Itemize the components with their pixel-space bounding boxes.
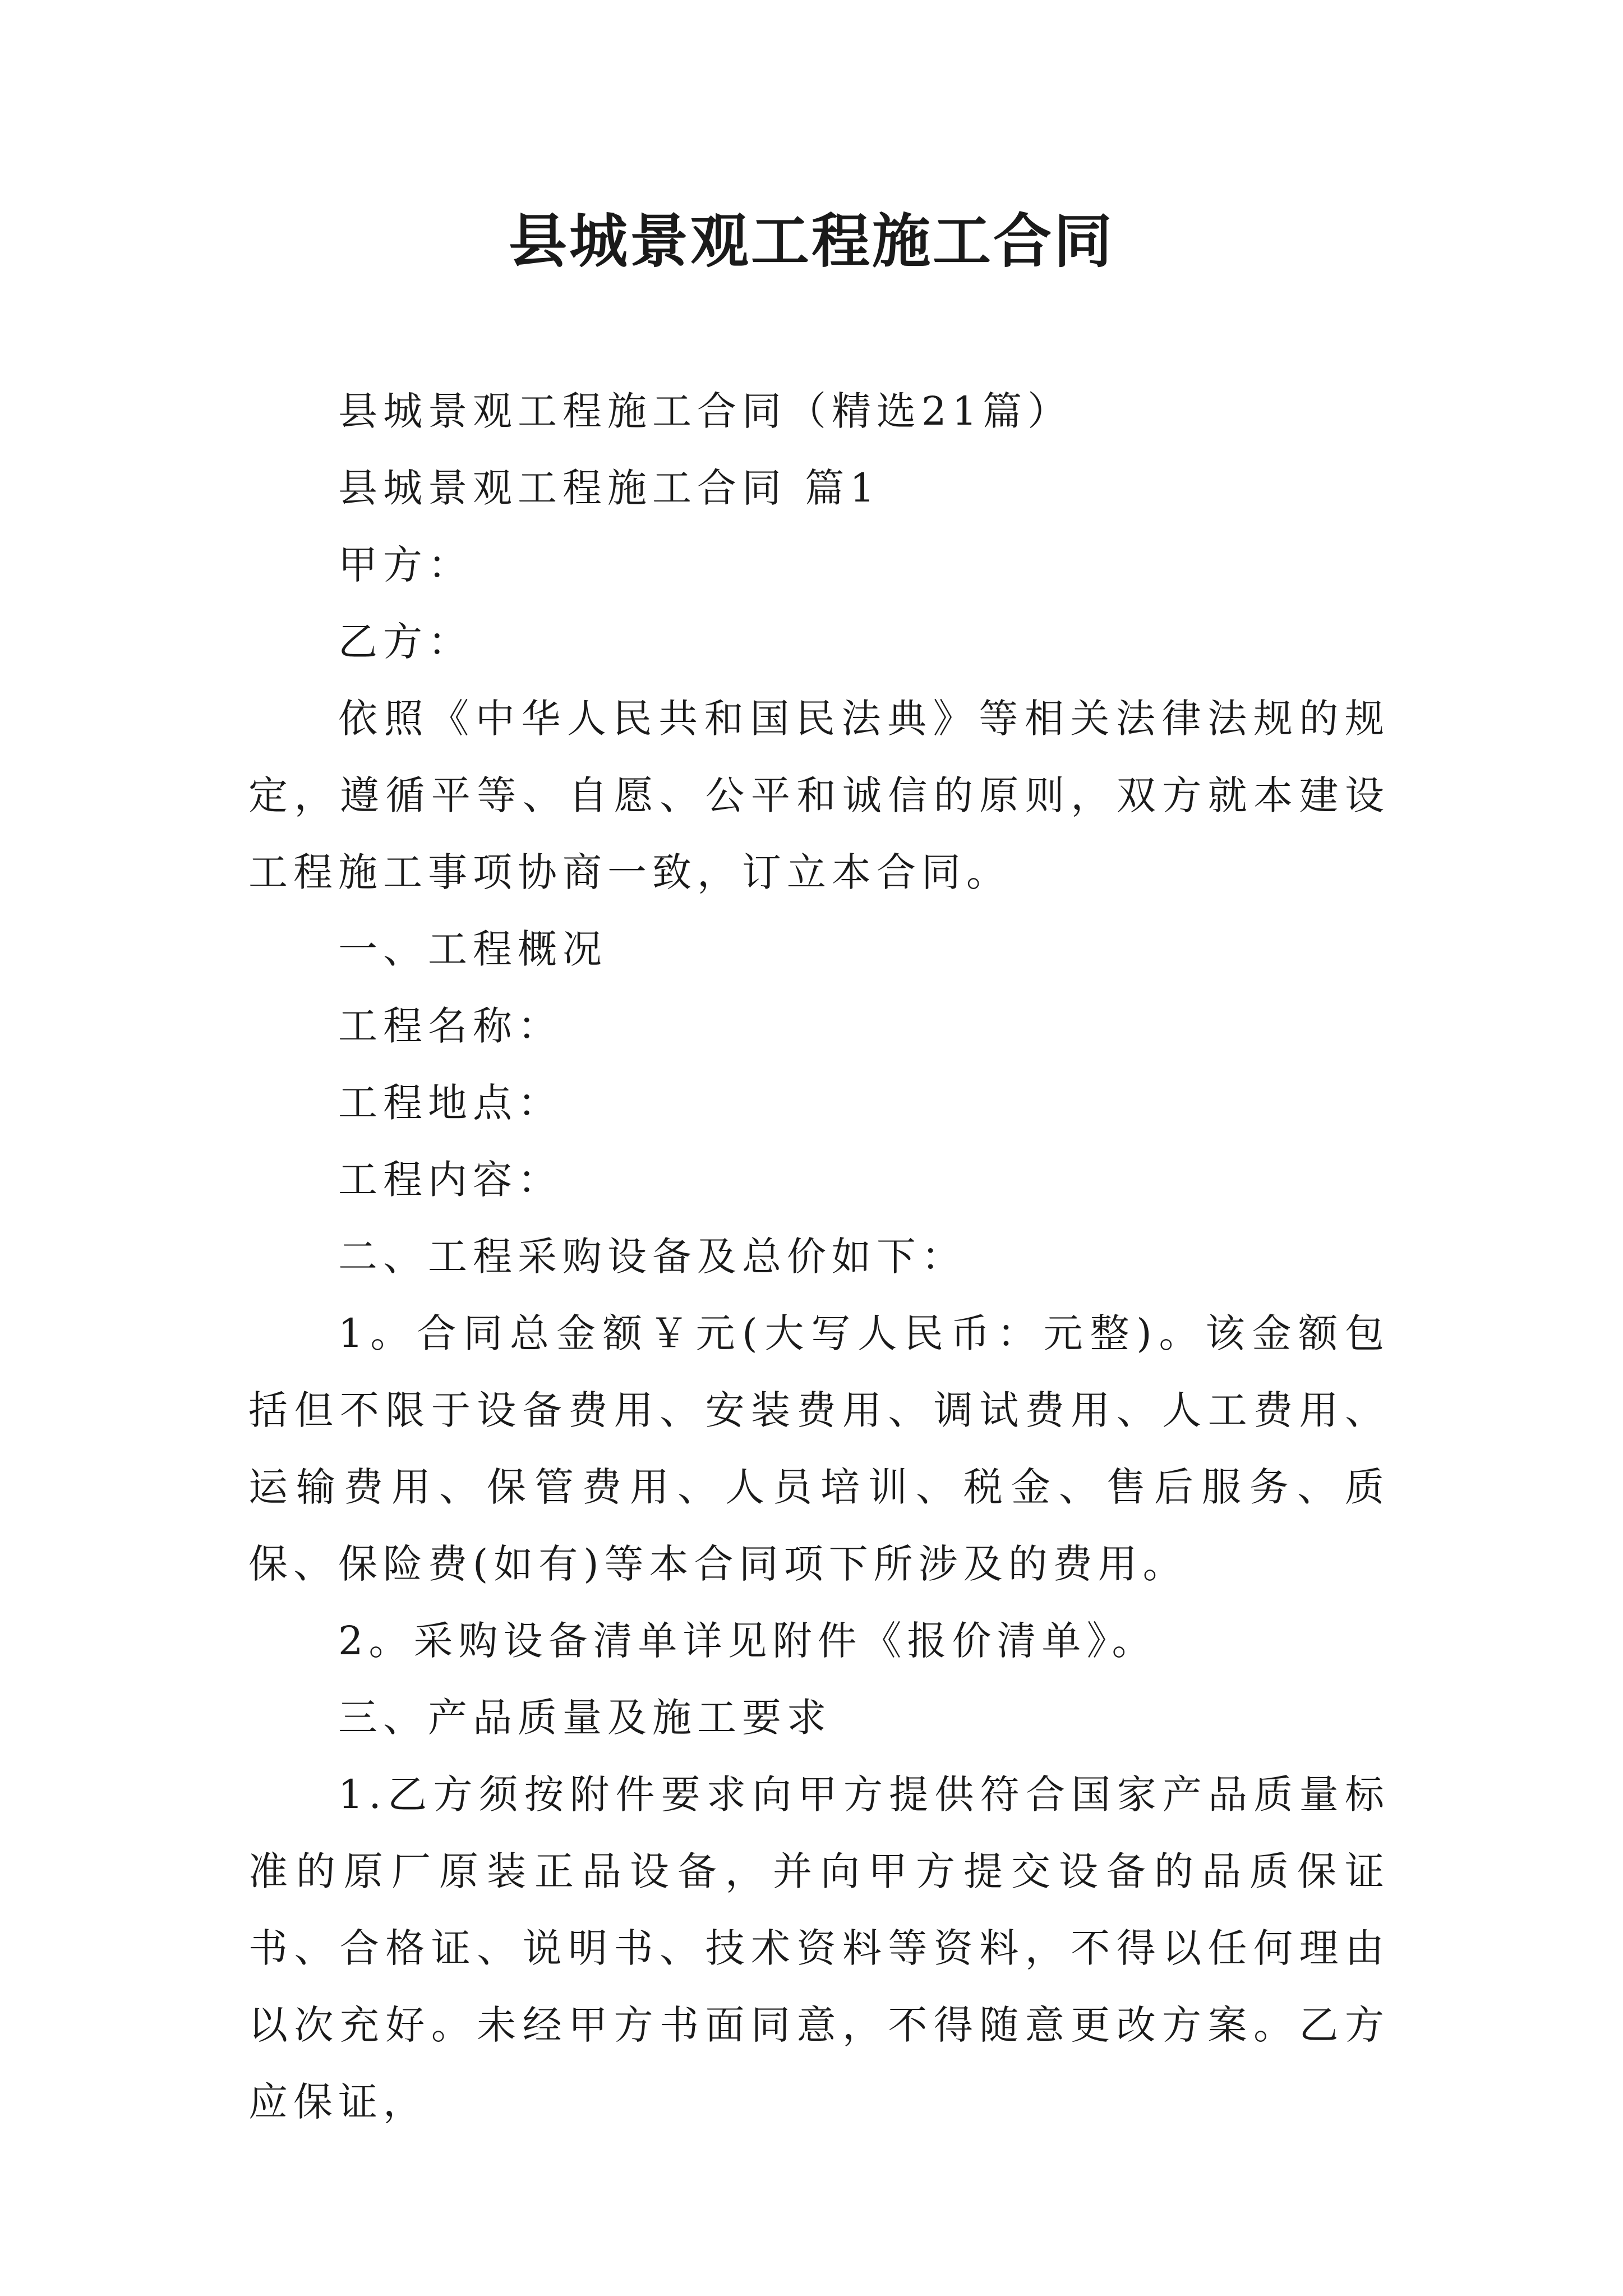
project-location-line: 工程地点：: [338, 1080, 562, 1126]
project-content-line: 工程内容：: [338, 1157, 562, 1203]
project-name-line: 工程名称：: [338, 1003, 562, 1049]
clause-total-amount: 1。合同总金额￥元(大写人民币：元整)。该金额包括但不限于设备费用、安装费用、调试费用、人工费用、运输费用、保管费用、人员培训、税金、售后服务、质保、保险费(如有)等本合同项下所涉及的费用。: [248, 1310, 1390, 1587]
document-body: [248, 373, 1390, 2141]
party-b-line: 乙方：: [338, 619, 473, 665]
section-heading-overview: 一、工程概况: [338, 926, 607, 972]
clause-quality-requirements: 1.乙方须按附件要求向甲方提供符合国家产品质量标准的原厂原装正品设备，并向甲方提交设备的品质保证书、合格证、说明书、技术资料等资料，不得以任何理由以次充好。未经甲方书面同意，不得随意更改方案。乙方应保证，: [248, 1772, 1390, 2125]
subtitle-part-1: 县城景观工程施工合同 篇1: [338, 465, 880, 511]
section-heading-quality: 三、产品质量及施工要求: [338, 1695, 832, 1741]
clause-equipment-list: 2。采购设备清单详见附件《报价清单》。: [338, 1618, 1157, 1664]
document-title: 县城景观工程施工合同: [508, 206, 1114, 275]
section-heading-equipment: 二、工程采购设备及总价如下：: [338, 1234, 966, 1280]
preamble-paragraph: 依照《中华人民共和国民法典》等相关法律法规的规定，遵循平等、自愿、公平和诚信的原则，双方就本建设工程施工事项协商一致，订立本合同。: [248, 696, 1390, 895]
subtitle-collection: 县城景观工程施工合同（精选21篇）: [338, 388, 1073, 434]
party-a-line: 甲方：: [338, 542, 473, 588]
